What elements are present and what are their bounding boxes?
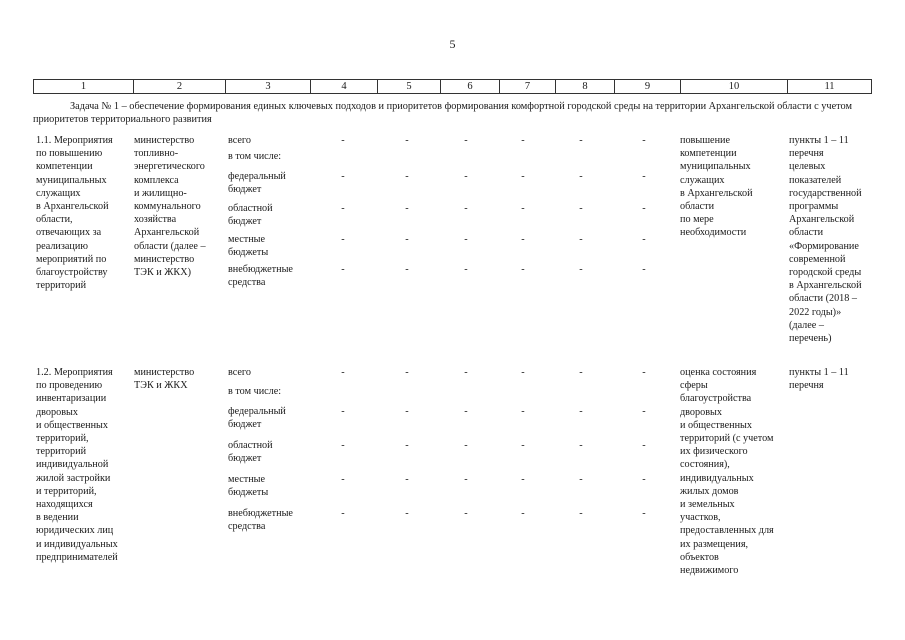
- empty-value-dash: -: [405, 264, 409, 275]
- empty-value-dash: -: [579, 508, 583, 519]
- empty-value-dash: -: [341, 367, 345, 378]
- reference-cell: пункты 1 – 11 перечня: [789, 367, 849, 392]
- empty-value-dash: -: [464, 264, 468, 275]
- empty-value-dash: -: [341, 203, 345, 214]
- empty-value-dash: -: [521, 474, 525, 485]
- header-col-9: 9: [615, 80, 681, 94]
- funding-local: местные бюджеты: [228, 234, 269, 259]
- empty-value-dash: -: [521, 234, 525, 245]
- empty-value-dash: -: [405, 203, 409, 214]
- header-col-11: 11: [788, 80, 872, 94]
- empty-value-dash: -: [464, 440, 468, 451]
- header-col-1: 1: [34, 80, 134, 94]
- empty-value-dash: -: [341, 508, 345, 519]
- empty-value-dash: -: [642, 135, 646, 146]
- empty-value-dash: -: [579, 171, 583, 182]
- empty-value-dash: -: [405, 406, 409, 417]
- funding-total: всего: [228, 367, 251, 378]
- funding-total: всего: [228, 135, 251, 146]
- header-col-5: 5: [378, 80, 441, 94]
- empty-value-dash: -: [579, 135, 583, 146]
- empty-value-dash: -: [642, 203, 646, 214]
- empty-value-dash: -: [642, 264, 646, 275]
- empty-value-dash: -: [464, 203, 468, 214]
- funding-including: в том числе:: [228, 151, 282, 162]
- empty-value-dash: -: [642, 508, 646, 519]
- activity-cell: 1.2. Мероприятия по проведению инвентаризации дворовых и общественных территорий, территорий индивидуальной жилой застройки и территорий, находящихся в ведении юридических лиц и индивидуальных предпринимателей: [36, 367, 118, 563]
- empty-value-dash: -: [521, 135, 525, 146]
- empty-value-dash: -: [521, 171, 525, 182]
- empty-value-dash: -: [579, 234, 583, 245]
- empty-value-dash: -: [464, 367, 468, 378]
- empty-value-dash: -: [521, 406, 525, 417]
- empty-value-dash: -: [464, 234, 468, 245]
- empty-value-dash: -: [405, 135, 409, 146]
- empty-value-dash: -: [341, 234, 345, 245]
- empty-value-dash: -: [521, 367, 525, 378]
- empty-value-dash: -: [521, 203, 525, 214]
- executor-cell: министерство ТЭК и ЖКХ: [134, 367, 195, 392]
- empty-value-dash: -: [464, 171, 468, 182]
- funding-federal: федеральный бюджет: [228, 171, 286, 196]
- result-cell: повышение компетенции муниципальных служащих в Архангельской области по мере необходимости: [680, 135, 753, 239]
- empty-value-dash: -: [642, 406, 646, 417]
- header-col-8: 8: [556, 80, 615, 94]
- empty-value-dash: -: [642, 367, 646, 378]
- empty-value-dash: -: [341, 440, 345, 451]
- empty-value-dash: -: [464, 474, 468, 485]
- empty-value-dash: -: [405, 440, 409, 451]
- task-heading: Задача № 1 – обеспечение формирования единых ключевых подходов и приоритетов формирования комфортной городской среды на территории Архангельской области с учетом приоритетов территориального развития: [33, 101, 853, 125]
- header-col-2: 2: [134, 80, 226, 94]
- empty-value-dash: -: [521, 440, 525, 451]
- empty-value-dash: -: [464, 135, 468, 146]
- header-col-6: 6: [441, 80, 500, 94]
- empty-value-dash: -: [642, 234, 646, 245]
- activity-cell: 1.1. Мероприятия по повышению компетенции муниципальных служащих в Архангельской области, отвечающих за реализацию мероприятий по благоустройству территорий: [36, 135, 113, 292]
- empty-value-dash: -: [341, 135, 345, 146]
- executor-cell: министерство топливно- энергетического комплекса и жилищно- коммунального хозяйства Архангельской области (далее – министерство ТЭК и ЖКХ): [134, 135, 206, 279]
- empty-value-dash: -: [405, 508, 409, 519]
- empty-value-dash: -: [579, 474, 583, 485]
- reference-cell: пункты 1 – 11 перечня целевых показателей государственной программы Архангельской области «Формирование современной городской среды в Архангельской области (2018 – 2022 годы)» (далее – перечень): [789, 135, 862, 345]
- empty-value-dash: -: [579, 203, 583, 214]
- empty-value-dash: -: [341, 171, 345, 182]
- empty-value-dash: -: [405, 474, 409, 485]
- empty-value-dash: -: [642, 171, 646, 182]
- empty-value-dash: -: [464, 406, 468, 417]
- empty-value-dash: -: [341, 474, 345, 485]
- header-col-3: 3: [226, 80, 311, 94]
- empty-value-dash: -: [579, 264, 583, 275]
- empty-value-dash: -: [642, 440, 646, 451]
- page-number: 5: [449, 37, 456, 51]
- empty-value-dash: -: [521, 508, 525, 519]
- empty-value-dash: -: [341, 264, 345, 275]
- empty-value-dash: -: [579, 367, 583, 378]
- funding-including: в том числе:: [228, 386, 282, 397]
- header-col-10: 10: [681, 80, 788, 94]
- empty-value-dash: -: [642, 474, 646, 485]
- empty-value-dash: -: [405, 171, 409, 182]
- header-col-7: 7: [500, 80, 556, 94]
- funding-regional: областной бюджет: [228, 440, 273, 465]
- funding-extrabudgetary: внебюджетные средства: [228, 264, 293, 289]
- funding-regional: областной бюджет: [228, 203, 273, 228]
- funding-local: местные бюджеты: [228, 474, 269, 499]
- empty-value-dash: -: [464, 508, 468, 519]
- result-cell: оценка состояния сферы благоустройства дворовых и общественных территорий (с учетом их физического состояния), индивидуальных жилых домов и земельных участков, предоставленных для их размещения, объектов недвижимого: [680, 367, 774, 577]
- funding-extrabudgetary: внебюджетные средства: [228, 508, 293, 533]
- empty-value-dash: -: [405, 367, 409, 378]
- funding-federal: федеральный бюджет: [228, 406, 286, 431]
- header-col-4: 4: [311, 80, 378, 94]
- empty-value-dash: -: [341, 406, 345, 417]
- empty-value-dash: -: [579, 406, 583, 417]
- empty-value-dash: -: [579, 440, 583, 451]
- column-number-header: [33, 79, 872, 94]
- empty-value-dash: -: [405, 234, 409, 245]
- empty-value-dash: -: [521, 264, 525, 275]
